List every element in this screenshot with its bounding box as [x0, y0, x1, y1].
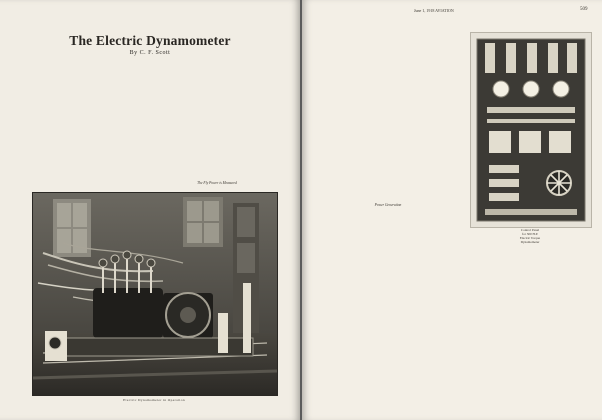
right-page: [302, 0, 602, 420]
page-number: 509: [580, 7, 588, 12]
left-column-2: [158, 12, 276, 188]
paragraph: [320, 208, 456, 390]
caption-line: for 300 H.P.: [522, 232, 538, 236]
article-title: The Electric Dynamometer: [69, 33, 231, 48]
control-panel-drawing: [471, 33, 591, 227]
left-page: [0, 0, 300, 420]
dynamometer-photo: [32, 192, 278, 396]
left-column-1: [32, 58, 150, 186]
right-column-2-top: [468, 16, 592, 32]
caption-line: Control Panel: [520, 228, 540, 232]
photo-caption: Electric Dynamometer in Operation: [123, 398, 185, 402]
subhead-fly-power: The Fly Power is Measured: [197, 181, 237, 185]
right-column-1: [320, 16, 456, 392]
subhead-power-generation: Power Generation: [374, 203, 402, 207]
paragraph: [320, 16, 456, 202]
dynamometer-photo-drawing: [33, 193, 277, 395]
caption-line: Electric Torque: [519, 236, 541, 240]
paragraph: [158, 12, 276, 140]
caption-line: Dynamometer: [520, 240, 540, 244]
control-panel-caption: [470, 228, 590, 244]
running-head: June 1, 1918 AVIATION: [414, 8, 454, 13]
control-panel-photo: [470, 32, 592, 228]
article-byline: By C. F. Scott: [129, 50, 171, 56]
